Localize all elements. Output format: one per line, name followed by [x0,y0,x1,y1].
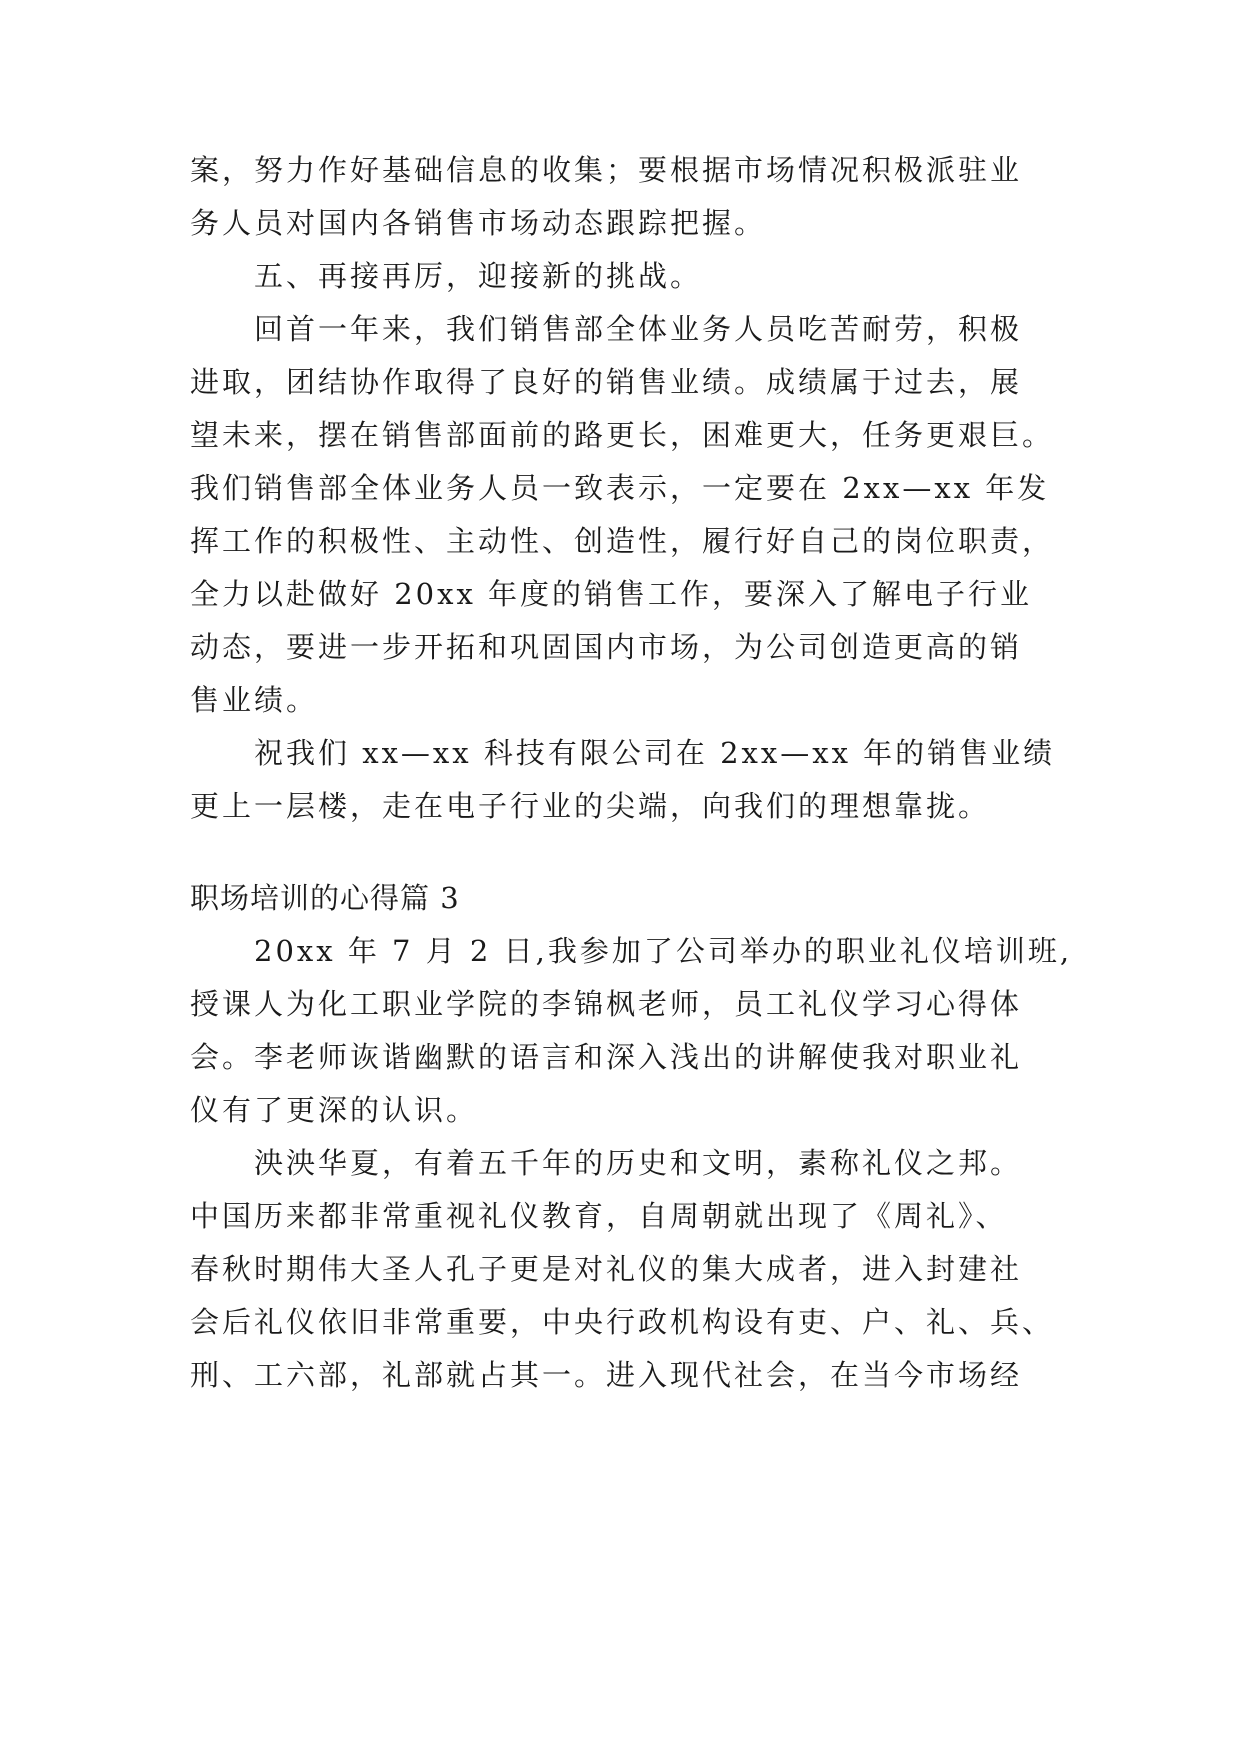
text-line: 会。李老师诙谐幽默的语言和深入浅出的讲解使我对职业礼 [190,1040,1023,1074]
text-line: 泱泱华夏，有着五千年的历史和文明，素称礼仪之邦。 [254,1146,1023,1180]
text-line: 授课人为化工职业学院的李锦枫老师，员工礼仪学习心得体 [190,987,1023,1021]
text-line: 进取，团结协作取得了良好的销售业绩。成绩属于过去，展 [190,365,1023,399]
text-line: 望未来，摆在销售部面前的路更长，困难更大，任务更艰巨。 [190,418,1055,452]
text-line: 20xx 年 7 月 2 日,我参加了公司举办的职业礼仪培训班, [254,934,1073,968]
text-line: 会后礼仪依旧非常重要，中央行政机构设有吏、户、礼、兵、 [190,1305,1055,1339]
text-line: 案，努力作好基础信息的收集；要根据市场情况积极派驻业 [190,153,1023,187]
text-line: 中国历来都非常重视礼仪教育，自周朝就出现了《周礼》、 [190,1199,1008,1233]
section-heading: 五、再接再厉，迎接新的挑战。 [254,259,703,293]
article-title: 职场培训的心得篇 3 [190,881,460,915]
text-line: 刑、工六部，礼部就占其一。进入现代社会，在当今市场经 [190,1358,1023,1392]
text-line: 仪有了更深的认识。 [190,1093,479,1127]
text-line: 动态，要进一步开拓和巩固国内市场，为公司创造更高的销 [190,630,1023,664]
text-line: 售业绩。 [190,683,319,717]
text-line: 春秋时期伟大圣人孔子更是对礼仪的集大成者，进入封建社 [190,1252,1023,1286]
text-line: 回首一年来，我们销售部全体业务人员吃苦耐劳，积极 [254,312,1023,346]
text-line: 全力以赴做好 20xx 年度的销售工作，要深入了解电子行业 [190,577,1033,611]
text-line: 祝我们 xx—xx 科技有限公司在 2xx—xx 年的销售业绩 [254,736,1056,770]
text-line: 更上一层楼，走在电子行业的尖端，向我们的理想靠拢。 [190,789,991,823]
text-line: 务人员对国内各销售市场动态跟踪把握。 [190,206,767,240]
text-line: 挥工作的积极性、主动性、创造性，履行好自己的岗位职责， [190,524,1055,558]
text-line: 我们销售部全体业务人员一致表示，一定要在 2xx—xx 年发 [190,471,1050,505]
